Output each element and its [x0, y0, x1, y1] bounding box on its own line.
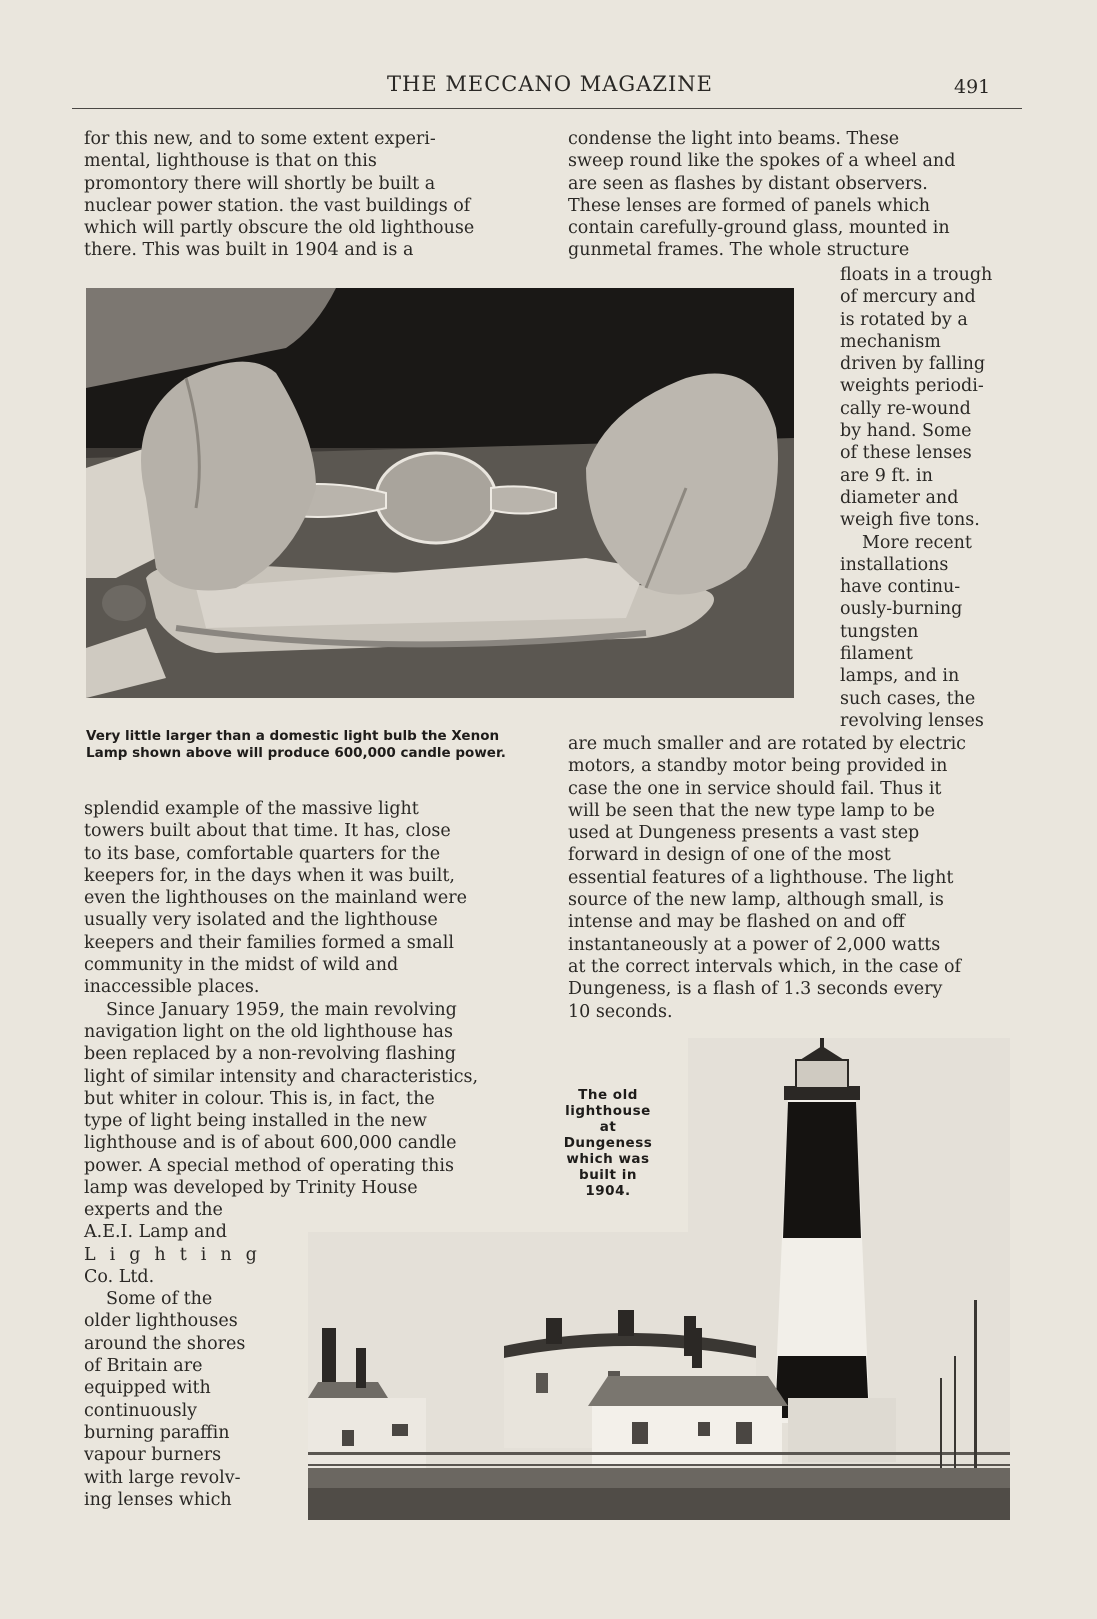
text-line: contain carefully-ground glass, mounted in — [568, 218, 950, 239]
left-narrow-text — [84, 1199, 270, 1511]
text-line: driven by falling — [840, 354, 986, 375]
text-line: nuclear power station. the vast buildings of — [84, 195, 471, 216]
text-line: around the shores — [84, 1333, 246, 1354]
text-line: Some of the — [106, 1289, 213, 1310]
text-line: are seen as flashes by distant observers. — [568, 173, 928, 194]
text-line: keepers and their families formed a small — [84, 932, 454, 953]
text-line: tungsten — [840, 621, 919, 642]
text-line: power. A special method of operating this — [84, 1155, 454, 1176]
text-line: condense the light into beams. These — [568, 129, 900, 149]
text-line: More recent — [862, 532, 972, 553]
text-line: Co. Ltd. — [84, 1266, 155, 1287]
text-line: of Britain are — [84, 1356, 203, 1377]
text-line: installations — [840, 554, 949, 575]
right-col-top-text — [568, 128, 1009, 262]
text-line: light of similar intensity and characteristics, — [84, 1066, 479, 1087]
text-line: but whiter in colour. This is, in fact, the — [84, 1088, 435, 1109]
text-line: essential features of a lighthouse. The light — [568, 867, 954, 888]
text-line: lamps, and in — [840, 666, 960, 687]
text-line: A.E.I. Lamp and — [84, 1222, 227, 1243]
text-line: vapour burners — [84, 1445, 222, 1466]
text-line: such cases, the — [840, 688, 976, 709]
text-line: towers built about that time. It has, close — [84, 821, 451, 842]
text-line: case the one in service should fail. Thus it — [568, 778, 942, 799]
text-line: weights periodi- — [840, 376, 984, 397]
text-line: 10 seconds. — [568, 1001, 673, 1022]
header-rule — [72, 108, 1022, 109]
text-line: source of the new lamp, although small, is — [568, 890, 944, 911]
caption-line: lighthouse — [565, 1103, 651, 1119]
text-line: weigh five tons. — [840, 510, 980, 531]
caption-line: Dungeness — [563, 1135, 653, 1151]
right-col-bottom-text — [568, 733, 1009, 1023]
text-line: instantaneously at a power of 2,000 watts — [568, 934, 941, 955]
text-line: keepers for, in the days when it was built, — [84, 865, 455, 886]
text-line: at the correct intervals which, in the case of — [568, 956, 961, 977]
page-number: 491 — [954, 76, 991, 98]
text-line: ously-burning — [840, 599, 963, 620]
caption-line: Very little larger than a domestic light bulb the Xenon — [86, 728, 500, 744]
text-line: by hand. Some — [840, 421, 972, 442]
text-line: are much smaller and are rotated by electric — [568, 734, 966, 754]
xenon-lamp-photo — [86, 288, 794, 698]
text-line: inaccessible places. — [84, 977, 260, 998]
text-line: forward in design of one of the most — [568, 845, 891, 866]
right-narrow-text — [840, 264, 1009, 732]
text-line: there. This was built in 1904 and is a — [84, 240, 414, 261]
text-line: have continu- — [840, 577, 961, 598]
text-line: revolving lenses — [840, 710, 984, 731]
text-line: burning paraffin — [84, 1422, 230, 1443]
caption-line: The old — [578, 1087, 638, 1103]
caption-line: Lamp shown above will produce 600,000 candle power. — [86, 745, 506, 761]
text-line: These lenses are formed of panels which — [568, 195, 931, 216]
text-line: mechanism — [840, 331, 941, 352]
text-line: lighthouse and is of about 600,000 candle — [84, 1133, 457, 1154]
text-line: been replaced by a non-revolving flashing — [84, 1044, 456, 1065]
text-line: lamp was developed by Trinity House — [84, 1178, 418, 1199]
text-line: with large revolv- — [84, 1467, 241, 1488]
text-line: navigation light on the old lighthouse has — [84, 1021, 453, 1042]
text-line: older lighthouses — [84, 1311, 238, 1332]
text-line: floats in a trough — [840, 265, 993, 285]
caption-line: 1904. — [585, 1183, 631, 1199]
text-line: continuously — [84, 1400, 198, 1421]
text-line: equipped with — [84, 1378, 211, 1399]
text-line: is rotated by a — [840, 309, 968, 330]
text-line: even the lighthouses on the mainland were — [84, 888, 467, 909]
text-line: splendid example of the massive light — [84, 799, 419, 819]
text-line: community in the midst of wild and — [84, 955, 399, 976]
text-line: will be seen that the new type lamp to be — [568, 800, 935, 821]
text-line: Lighting — [84, 1244, 271, 1265]
text-line: intense and may be flashed on and off — [568, 912, 905, 933]
text-line: motors, a standby motor being provided in — [568, 756, 948, 777]
text-line: usually very isolated and the lighthouse — [84, 910, 438, 931]
text-line: Since January 1959, the main revolving — [106, 999, 457, 1020]
xenon-lamp-caption — [86, 728, 531, 762]
lighthouse-photo — [308, 1038, 1010, 1520]
page-title: THE MECCANO MAGAZINE — [387, 72, 713, 96]
text-line: for this new, and to some extent experi- — [84, 129, 436, 149]
text-line: sweep round like the spokes of a wheel and — [568, 151, 956, 172]
text-line: which will partly obscure the old lighthouse — [84, 218, 475, 239]
left-col-top-text — [84, 128, 530, 262]
text-line: to its base, comfortable quarters for the — [84, 843, 441, 864]
text-line: promontory there will shortly be built a — [84, 173, 436, 194]
text-line: Dungeness, is a flash of 1.3 seconds every — [568, 979, 943, 1000]
text-line: type of light being installed in the new — [84, 1111, 427, 1132]
text-line: gunmetal frames. The whole structure — [568, 240, 910, 261]
text-line: of these lenses — [840, 443, 972, 464]
caption-line: which was — [566, 1151, 650, 1167]
text-line: filament — [840, 644, 913, 665]
text-line: are 9 ft. in — [840, 465, 933, 486]
text-line: ing lenses which — [84, 1489, 232, 1510]
text-line: of mercury and — [840, 287, 976, 308]
text-line: used at Dungeness presents a vast step — [568, 823, 920, 844]
caption-line: built in — [579, 1167, 637, 1183]
text-line: cally re-wound — [840, 398, 971, 419]
text-line: mental, lighthouse is that on this — [84, 151, 377, 172]
text-line: diameter and — [840, 487, 959, 508]
text-line: experts and the — [84, 1200, 223, 1220]
caption-line: at — [599, 1119, 617, 1135]
